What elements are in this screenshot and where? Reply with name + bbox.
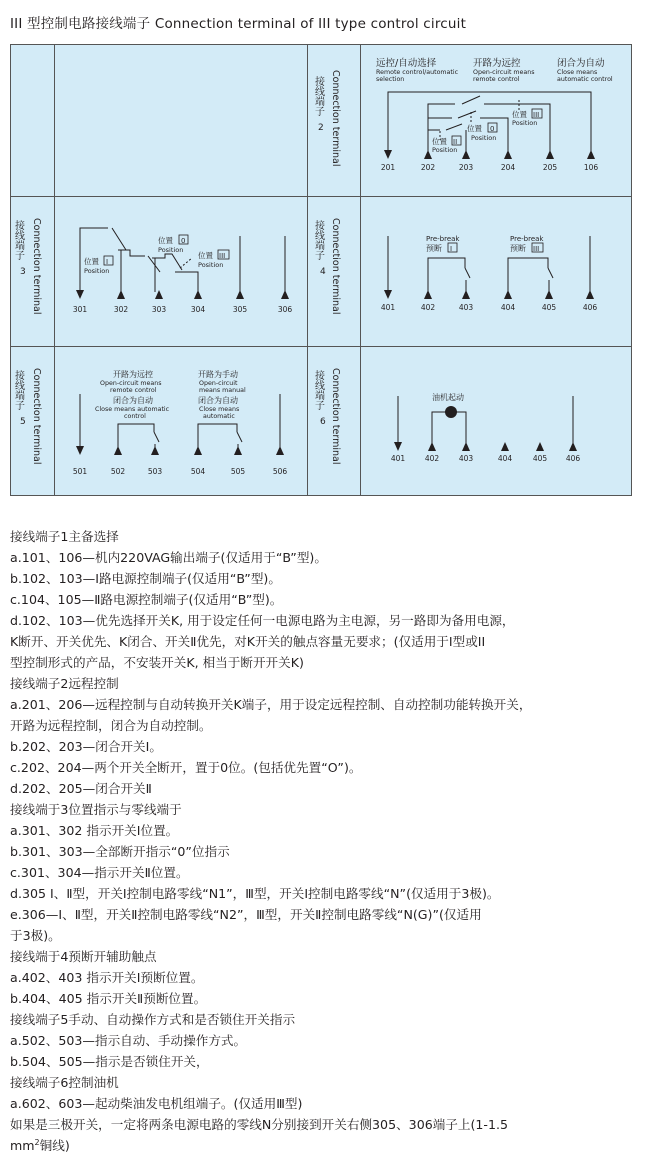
note-line: c.301、304—指示开关Ⅱ位置。	[10, 865, 189, 880]
p5-b1-en2: means manual	[199, 387, 246, 394]
note-line: 型控制形式的产品，不安装开关K, 相当于断开开关K)	[10, 655, 304, 670]
p5-b2-cn: 闭合为自动	[198, 396, 238, 405]
p5-a1-en1: Open-circuit means	[100, 380, 162, 387]
p6-vlabel-cn: 接线端子	[312, 370, 324, 410]
note-line: a.402、403 指示开关I预断位置。	[10, 970, 204, 985]
p4-pb1: I	[450, 245, 453, 253]
p2-pos-cn-2: 位置	[467, 124, 482, 133]
p3-pos-en-1: Position	[84, 267, 110, 275]
p5-a2-en1: Close means automatic	[95, 406, 170, 413]
note-line	[10, 1135, 642, 1156]
p5-b2-en2: automatic	[203, 413, 235, 420]
note-line: 接线端于3位置指示与零线端于	[10, 802, 182, 817]
p5-a2-en2: control	[124, 413, 146, 420]
notes-section	[10, 526, 642, 1156]
p2-pos2: II	[453, 138, 458, 146]
p3-vlabel-cn: 接线端子	[12, 220, 24, 260]
p2-pos-en-3: Position	[432, 146, 458, 154]
note-line: a.101、106—机内220VAG输出端子(仅适用于“B”型)。	[10, 550, 327, 565]
p5-b2-en1: Close means	[199, 406, 240, 413]
note-line: 如果是三极开关，一定将两条电源电路的零线N分别接到开关右侧305、306端子上(1-1.5	[10, 1117, 508, 1132]
note-line: K断开、开关优先、K闭合、开关Ⅱ优先，对K开关的触点容量无要求；(仅适用于I型或II	[10, 634, 486, 649]
note-line: a.301、302 指示开关I位置。	[10, 823, 179, 838]
terminal-label: 402	[420, 303, 436, 312]
note-line: c.202、204—两个开关全断开，置于0位。(包括优先置“O”)。	[10, 760, 362, 775]
note-unit: mm	[10, 1138, 35, 1153]
terminal-label: 405	[532, 454, 548, 463]
note-line: d.102、103—优先选择开关K, 用于设定任何一电源电路为主电源，另一路即为备用电源，	[10, 613, 515, 628]
note-line: b.504、505—指示是否锁住开关，	[10, 1054, 209, 1069]
p2-pos3: III	[533, 111, 540, 119]
note-suffix: 铜线)	[39, 1138, 70, 1153]
terminal-label: 504	[190, 467, 206, 476]
terminal-label: 503	[147, 467, 163, 476]
p6-vlabel-en: Connection terminal	[330, 368, 341, 465]
p2-h2-cn: 开路为远控	[473, 58, 521, 69]
p2-pos-en-2: Position	[471, 134, 497, 142]
terminal-label: 304	[190, 305, 206, 314]
p6-vlabel-num: 6	[320, 417, 326, 427]
terminal-label: 501	[72, 467, 88, 476]
p2-h1-en2: selection	[376, 76, 405, 83]
note-line: a.602、603—起动柴油发电机组端子。(仅适用Ⅲ型)	[10, 1096, 303, 1111]
p4-vlabel-cn: 接线端子	[312, 220, 324, 260]
terminal-label: 204	[500, 163, 516, 172]
note-line: b.102、103—I路电源控制端子(仅适用“B”型)。	[10, 571, 281, 586]
oil-engine-start-icon	[445, 406, 457, 418]
note-line: 接线端子2远程控制	[10, 676, 119, 691]
p2-pos-cn-1: 位置	[512, 110, 527, 119]
p2-h3-en2: automatic control	[557, 76, 613, 83]
p3-pos3: III	[219, 252, 226, 260]
note-line: 于3极)。	[10, 928, 61, 943]
terminal-label: 403	[458, 303, 474, 312]
p3-vlabel-en: Connection terminal	[31, 218, 42, 315]
p4-vlabel-en: Connection terminal	[330, 218, 341, 315]
note-superscript: 2	[34, 1137, 40, 1147]
note-line: b.202、203—闭合开关I。	[10, 739, 162, 754]
p3-vlabel-num: 3	[20, 267, 26, 277]
p2-vlabel-num: 2	[318, 123, 324, 133]
p2-h1-cn: 远控/自动选择	[376, 58, 437, 69]
note-line: e.306—I、Ⅱ型，开关Ⅱ控制电路零线“N2”，Ⅲ型，开关Ⅱ控制电路零线“N(G)”(仅适用	[10, 907, 482, 922]
terminal-label: 401	[390, 454, 406, 463]
p4-pb-cn-1: 预断	[426, 244, 442, 253]
p3-pos-cn-3: 位置	[198, 251, 213, 260]
p5-b1-en1: Open-circuit	[199, 380, 238, 387]
note-line: b.404、405 指示开关Ⅱ预断位置。	[10, 991, 207, 1006]
terminal-label: 406	[565, 454, 581, 463]
p3-pos-cn-1: 位置	[84, 257, 99, 266]
p5-vlabel-num: 5	[20, 417, 26, 427]
terminal-label: 303	[151, 305, 167, 314]
terminal-label: 404	[497, 454, 513, 463]
note-line: b.301、303—全部断开指示“0”位指示	[10, 844, 230, 859]
note-line: a.502、503—指示自动、手动操作方式。	[10, 1033, 247, 1048]
p2-h3-en1: Close means	[557, 69, 598, 76]
terminal-label: 305	[232, 305, 248, 314]
p3-pos-en-3: Position	[198, 261, 224, 269]
terminal-label: 201	[380, 163, 396, 172]
note-line: a.201、206—远程控制与自动转换开关K端子，用于设定远程控制、自动控制功能转换开关，	[10, 697, 532, 712]
p2-h3-cn: 闭合为自动	[557, 58, 605, 69]
terminal-label: 402	[424, 454, 440, 463]
p5-a1-en2: remote control	[110, 387, 157, 394]
terminal-label: 405	[541, 303, 557, 312]
terminal-label: 505	[230, 467, 246, 476]
p4-vlabel-num: 4	[320, 267, 326, 277]
p4-pb-cn-2: 预断	[510, 244, 526, 253]
p3-pos1: I	[106, 258, 109, 266]
p4-pb2: III	[533, 245, 540, 253]
p2-h2-en1: Open-circuit means	[473, 69, 535, 76]
note-line: c.104、105—Ⅱ路电源控制端子(仅适用“B”型)。	[10, 592, 283, 607]
terminal-label: 306	[277, 305, 293, 314]
p5-a1-cn: 开路为远控	[113, 370, 153, 379]
p3-pos-cn-2: 位置	[158, 236, 173, 245]
p5-b1-cn: 开路为手动	[198, 370, 238, 379]
p4-pb-en-1: Pre-break	[426, 235, 460, 243]
p2-pos-cn-3: 位置	[432, 137, 447, 146]
p4-pb-en-2: Pre-break	[510, 235, 544, 243]
terminal-label: 205	[542, 163, 558, 172]
p6-oil-cn: 油机起动	[432, 393, 464, 402]
terminal-label: 203	[458, 163, 474, 172]
terminal-label: 302	[113, 305, 129, 314]
note-line: d.305 I、Ⅱ型，开关I控制电路零线“N1”，Ⅲ型，开关I控制电路零线“N”(仅适用于3极)。	[10, 886, 500, 901]
terminal-label: 406	[582, 303, 598, 312]
p2-vlabel-cn: 接线端子	[312, 76, 324, 116]
p5-a2-cn: 闭合为自动	[113, 396, 153, 405]
note-line: 接线端子1主备选择	[10, 529, 119, 544]
terminal-label: 401	[380, 303, 396, 312]
p5-vlabel-en: Connection terminal	[31, 368, 42, 465]
page-title: III 型控制电路接线端子 Connection terminal of III type control circuit	[10, 16, 467, 32]
note-line: 接线端于4预断开辅助触点	[10, 949, 157, 964]
terminal-label: 506	[272, 467, 288, 476]
p2-pos0: 0	[490, 125, 495, 133]
terminal-label: 502	[110, 467, 126, 476]
p2-vlabel-en: Connection terminal	[330, 70, 341, 167]
terminal-label: 403	[458, 454, 474, 463]
p2-h1-en1: Remote control/automatic	[376, 69, 459, 76]
note-line: 接线端子5手动、自动操作方式和是否锁住开关指示	[10, 1012, 296, 1027]
p3-pos0: 0	[181, 237, 186, 245]
p2-h2-en2: remote control	[473, 76, 520, 83]
terminal-label: 301	[72, 305, 88, 314]
terminal-label: 202	[420, 163, 436, 172]
p2-pos-en-1: Position	[512, 119, 538, 127]
terminal-label: 106	[583, 163, 599, 172]
note-line: d.202、205—闭合开关Ⅱ	[10, 781, 152, 796]
p3-pos-en-2: Position	[158, 246, 184, 254]
note-line: 开路为远程控制，闭合为自动控制。	[10, 718, 212, 733]
terminal-diagram	[0, 0, 650, 510]
terminal-label: 404	[500, 303, 516, 312]
p5-vlabel-cn: 接线端子	[12, 370, 24, 410]
note-line: 接线端子6控制油机	[10, 1075, 119, 1090]
